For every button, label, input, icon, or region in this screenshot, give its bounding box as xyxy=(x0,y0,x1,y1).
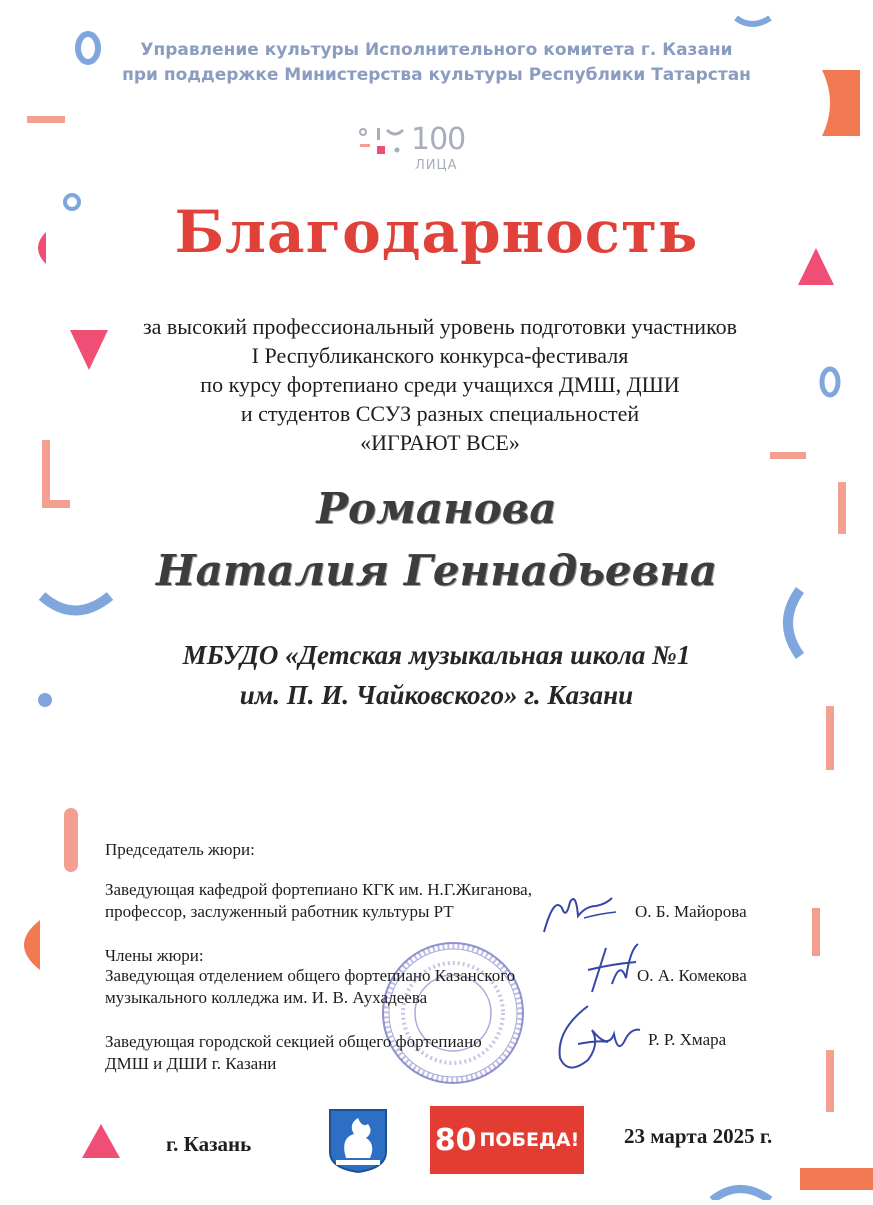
jury-member1-name: О. А. Комекова xyxy=(637,966,747,985)
decor-bar xyxy=(826,706,834,770)
reason-line: «ИГРАЮТ ВСЕ» xyxy=(360,430,520,455)
reason-line: по курсу фортепиано среди учащихся ДМШ, ДШИ xyxy=(200,372,680,397)
school-line-2: им. П. И. Чайковского» г. Казани xyxy=(239,680,634,710)
decor-bar xyxy=(812,908,820,956)
jury-chair-name: О. Б. Майорова xyxy=(635,902,747,921)
decor-pill xyxy=(64,808,78,872)
jury-chair-heading: Председатель жюри: xyxy=(105,840,255,859)
decor-arc xyxy=(42,596,110,611)
reason-line: I Республиканского конкурса-фестиваля xyxy=(251,343,629,368)
organizer-line-2: при поддержке Министерства культуры Республики Татарстан xyxy=(122,65,751,85)
decor-triangle xyxy=(82,1124,120,1158)
jury-member1-position-2: музыкального колледжа им. И. В. Аухадеева xyxy=(105,988,428,1007)
signature-chair xyxy=(540,888,620,938)
logo-number: 100 xyxy=(411,122,466,157)
decor-halfdisk xyxy=(24,920,40,970)
official-stamp xyxy=(378,938,528,1088)
reason-text xyxy=(60,312,820,457)
reason-line: за высокий профессиональный уровень подготовки участников xyxy=(142,314,738,339)
badge-number: 80 xyxy=(434,1122,477,1158)
recipient-surname: Романова xyxy=(316,484,557,533)
logo-mark-icon xyxy=(355,122,411,178)
decor-bar xyxy=(826,1050,834,1112)
decor-arc xyxy=(736,18,770,24)
jury-member2-position-1: Заведующая городской секцией общего фортепиано xyxy=(105,1032,482,1051)
jury-chair-position-1: Заведующая кафедрой фортепиано КГК им. Н.Г.Жиганова, xyxy=(105,880,532,899)
document-title: Благодарность xyxy=(174,198,699,266)
recipient-given-names: Наталия Геннадьевна xyxy=(155,546,718,595)
logo-word: ЛИЦА xyxy=(415,158,458,173)
decor-ring xyxy=(822,369,838,395)
jury-member2-position-2: ДМШ и ДШИ г. Казани xyxy=(105,1054,277,1073)
signature-member1 xyxy=(582,940,642,1000)
decor-arc xyxy=(712,1189,770,1200)
jury-members-heading: Члены жюри: xyxy=(105,946,204,965)
jury-member1-position-1: Заведующая отделением общего фортепиано Казанского xyxy=(105,966,516,985)
issue-city: г. Казань xyxy=(166,1132,252,1156)
badge-word: ПОБЕДА! xyxy=(479,1129,580,1151)
school-line-1: МБУДО «Детская музыкальная школа №1 xyxy=(182,640,691,670)
victory-80-badge xyxy=(430,1106,584,1174)
decor-block xyxy=(800,1168,873,1190)
jury-member2-name: Р. Р. Хмара xyxy=(648,1030,727,1049)
signature-member2 xyxy=(548,1000,644,1080)
festival-logo xyxy=(355,122,495,182)
jury-chair-position-2: профессор, заслуженный работник культуры РТ xyxy=(105,902,454,921)
kazan-crest-icon xyxy=(328,1108,388,1174)
reason-line: и студентов ССУЗ разных специальностей xyxy=(240,401,640,426)
issue-date: 23 марта 2025 г. xyxy=(624,1124,773,1148)
decor-bar xyxy=(27,116,65,123)
organizer-line-1: Управление культуры Исполнительного комитета г. Казани xyxy=(140,40,733,60)
